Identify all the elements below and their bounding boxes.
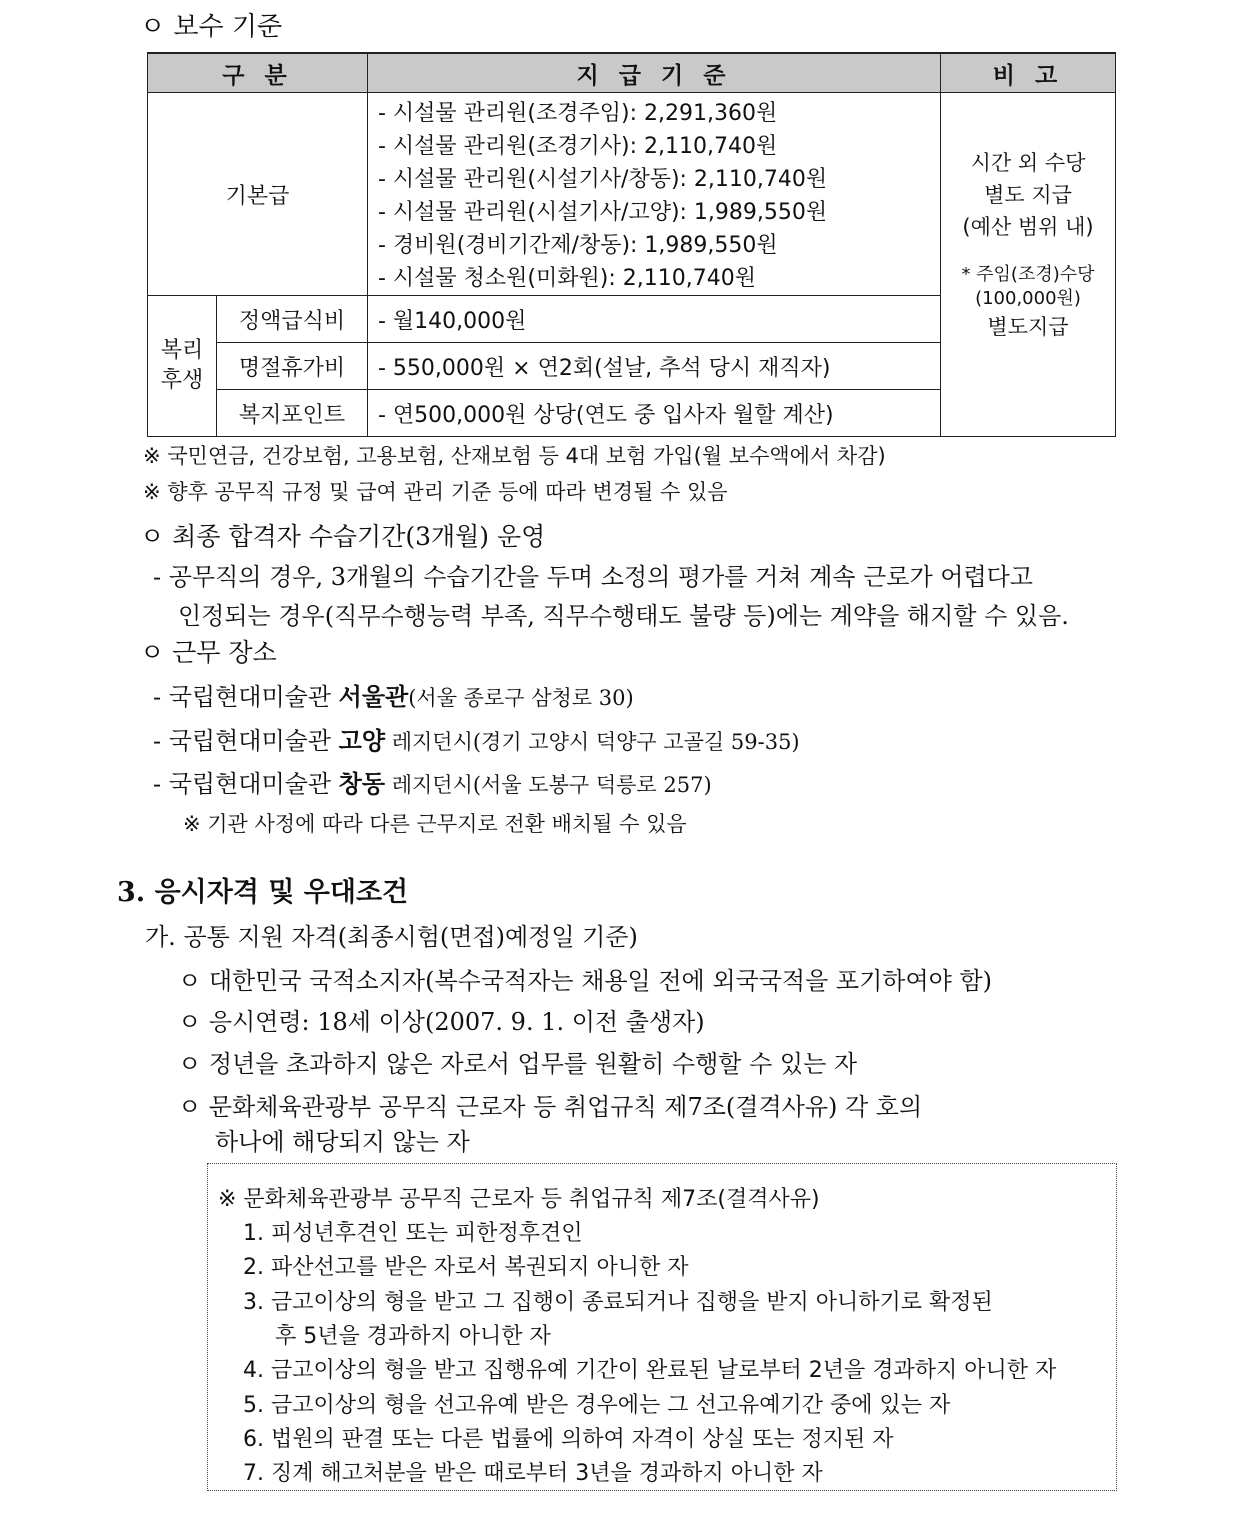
remarks-line: 별도지급 bbox=[987, 314, 1069, 339]
box-line: 6. 법원의 판결 또는 다른 법률에 의하여 자격이 상실 또는 정지된 자 bbox=[243, 1427, 894, 1452]
basic-pay-item: - 시설물 청소원(미화원): 2,110,740원 bbox=[378, 266, 756, 291]
probation-heading: ㅇ 최종 합격자 수습기간(3개월) 운영 bbox=[140, 522, 546, 551]
remarks-line: 시간 외 수당 bbox=[970, 150, 1086, 175]
welfare-value: - 월140,000원 bbox=[368, 296, 941, 343]
probation-text: 인정되는 경우(직무수행능력 부족, 직무수행태도 불량 등)에는 계약을 해지할 수 있음. bbox=[178, 602, 1069, 630]
eligibility-item: ㅇ 정년을 초과하지 않은 자로서 업무를 원활히 수행할 수 있는 자 bbox=[178, 1050, 858, 1078]
box-line: 7. 징계 해고처분을 받은 때로부터 3년을 경과하지 아니한 자 bbox=[243, 1461, 823, 1486]
eligibility-item: ㅇ 문화체육관광부 공무직 근로자 등 취업규칙 제7조(결격사유) 각 호의 bbox=[178, 1093, 923, 1121]
welfare-label-line: 후생 bbox=[160, 368, 204, 393]
welfare-value: - 550,000원 × 연2회(설날, 추석 당시 재직자) bbox=[368, 343, 941, 390]
basic-pay-list bbox=[368, 93, 941, 296]
workplace-note: ※ 기관 사정에 따라 다른 근무지로 전환 배치될 수 있음 bbox=[183, 812, 687, 836]
box-title: ※ 문화체육관광부 공무직 근로자 등 취업규칙 제7조(결격사유) bbox=[218, 1187, 820, 1212]
remarks-line: * 주임(조경)수당 bbox=[961, 263, 1095, 285]
remarks-line: (100,000원) bbox=[975, 287, 1081, 309]
remarks-line: 별도 지급 bbox=[984, 182, 1072, 207]
workplace-name: 창동 bbox=[338, 769, 386, 798]
header-remarks: 비 고 bbox=[941, 53, 1116, 93]
eligibility-item: ㅇ 응시연령: 18세 이상(2007. 9. 1. 이전 출생자) bbox=[178, 1008, 705, 1036]
welfare-value: - 연500,000원 상당(연도 중 입사자 월할 계산) bbox=[368, 390, 941, 437]
header-criteria: 지 급 기 준 bbox=[368, 53, 941, 93]
workplace-item bbox=[153, 764, 712, 799]
box-line: 후 5년을 경과하지 아니한 자 bbox=[275, 1324, 551, 1349]
basic-pay-item: - 경비원(경비기간제/창동): 1,989,550원 bbox=[378, 233, 778, 258]
welfare-name: 정액급식비 bbox=[217, 296, 368, 343]
workplace-prefix: - 국립현대미술관 bbox=[153, 727, 339, 755]
workplace-item bbox=[153, 677, 634, 712]
box-line: 1. 피성년후견인 또는 피한정후견인 bbox=[243, 1221, 583, 1246]
welfare-label bbox=[148, 296, 217, 437]
basic-pay-item: - 시설물 관리원(조경주임): 2,291,360원 bbox=[378, 101, 778, 126]
box-line: 2. 파산선고를 받은 자로서 복권되지 아니한 자 bbox=[243, 1255, 689, 1280]
remarks-cell bbox=[941, 93, 1116, 437]
workplace-address: 레지던시(경기 고양시 덕양구 고골길 59-35) bbox=[385, 730, 800, 754]
pay-note: ※ 향후 공무직 규정 및 급여 관리 기준 등에 따라 변경될 수 있음 bbox=[143, 480, 728, 504]
basic-pay-label: 기본급 bbox=[148, 93, 368, 296]
workplace-address: (서울 종로구 삼청로 30) bbox=[408, 686, 634, 710]
welfare-label-line: 복리 bbox=[160, 338, 204, 363]
header-category: 구 분 bbox=[148, 53, 368, 93]
disqualification-box bbox=[207, 1163, 1117, 1491]
workplace-heading: ㅇ 근무 장소 bbox=[140, 638, 277, 667]
box-line: 3. 금고이상의 형을 받고 그 집행이 종료되거나 집행을 받지 아니하기로 확정된 bbox=[243, 1290, 993, 1315]
pay-note: ※ 국민연금, 건강보험, 고용보험, 산재보험 등 4대 보험 가입(월 보수액에서 차감) bbox=[143, 444, 886, 468]
remarks-line: (예산 범위 내) bbox=[962, 214, 1094, 239]
box-line: 5. 금고이상의 형을 선고유예 받은 경우에는 그 선고유예기간 중에 있는 자 bbox=[243, 1393, 951, 1418]
box-line: 4. 금고이상의 형을 받고 집행유예 기간이 완료된 날로부터 2년을 경과하지 아니한 자 bbox=[243, 1358, 1057, 1383]
workplace-name: 서울관 bbox=[338, 682, 409, 711]
section3-sub-a: 가. 공통 지원 자격(최종시험(면접)예정일 기준) bbox=[145, 923, 638, 951]
probation-text: - 공무직의 경우, 3개월의 수습기간을 두며 소정의 평가를 거쳐 계속 근로가 어렵다고 bbox=[153, 563, 1033, 591]
workplace-prefix: - 국립현대미술관 bbox=[153, 683, 339, 711]
workplace-name: 고양 bbox=[338, 726, 386, 755]
workplace-address: 레지던시(서울 도봉구 덕릉로 257) bbox=[385, 773, 712, 797]
eligibility-item: ㅇ 대한민국 국적소지자(복수국적자는 채용일 전에 외국국적을 포기하여야 함) bbox=[178, 967, 993, 995]
pay-standard-heading: ㅇ 보수 기준 bbox=[140, 12, 283, 42]
welfare-name: 복지포인트 bbox=[217, 390, 368, 437]
section3-title: 3. 응시자격 및 우대조건 bbox=[117, 877, 409, 908]
workplace-item bbox=[153, 721, 800, 756]
pay-table bbox=[147, 52, 1116, 437]
workplace-prefix: - 국립현대미술관 bbox=[153, 770, 339, 798]
basic-pay-item: - 시설물 관리원(조경기사): 2,110,740원 bbox=[378, 134, 778, 159]
basic-pay-item: - 시설물 관리원(시설기사/창동): 2,110,740원 bbox=[378, 167, 828, 192]
eligibility-item-cont: 하나에 해당되지 않는 자 bbox=[215, 1128, 470, 1156]
welfare-name: 명절휴가비 bbox=[217, 343, 368, 390]
basic-pay-item: - 시설물 관리원(시설기사/고양): 1,989,550원 bbox=[378, 200, 828, 225]
